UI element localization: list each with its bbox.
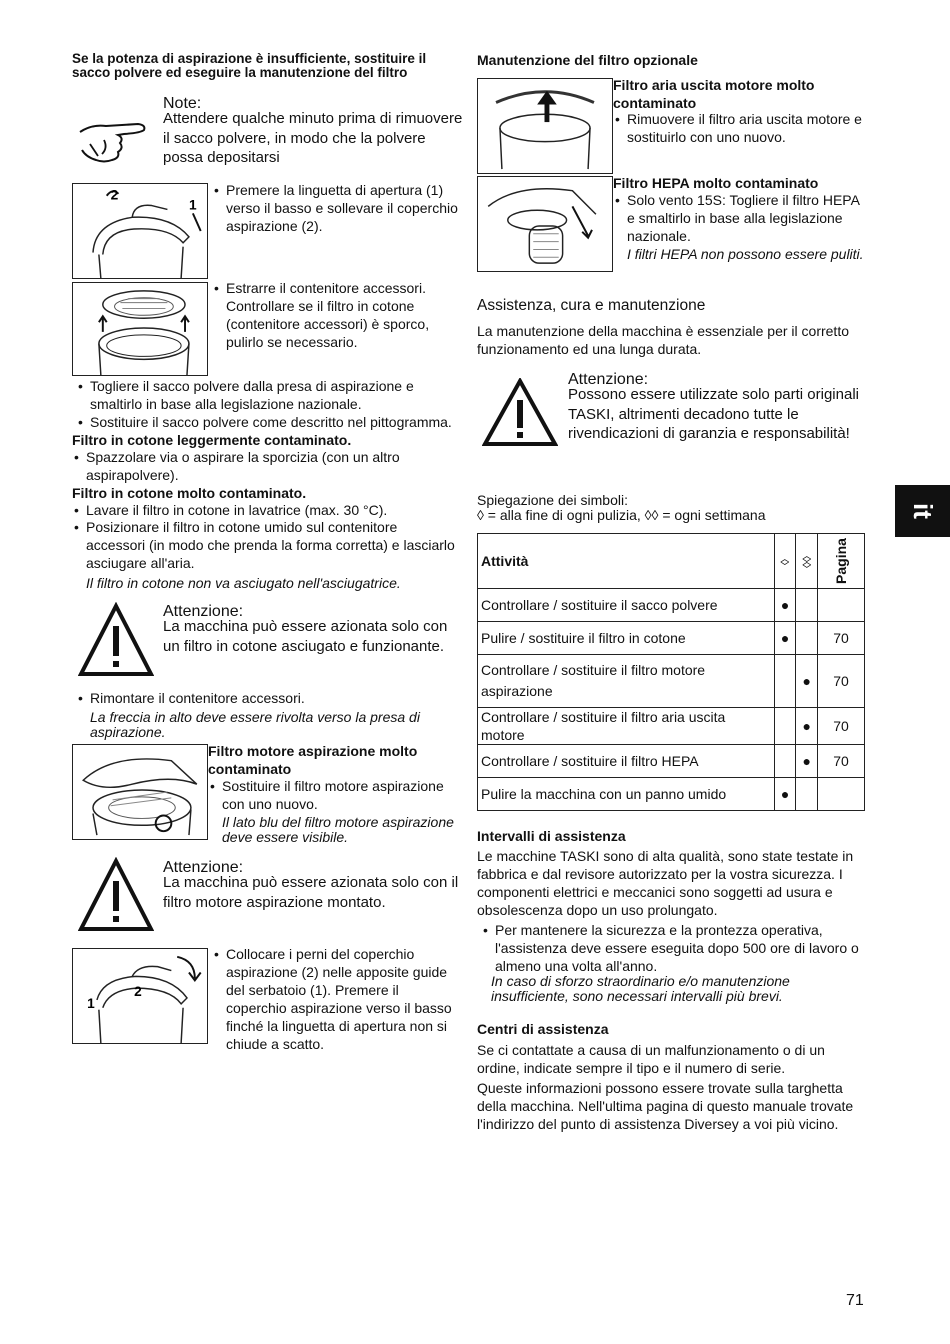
table-cell-mark: ●	[774, 622, 796, 655]
table-header-page: Pagina	[818, 534, 865, 589]
table-header-each-cleaning: ◊	[774, 534, 796, 589]
table-row	[478, 778, 865, 811]
table-cell-activity: Controllare / sostituire il filtro aria uscita motore	[478, 708, 775, 745]
maintenance-table	[477, 533, 865, 811]
optional-filter-title: Manutenzione del filtro opzionale	[477, 52, 698, 68]
warning-triangle-icon	[78, 602, 154, 678]
warning1-title: Attenzione:	[163, 603, 244, 620]
centers-text-2: Queste informazioni possono essere trovate sulla targhetta della macchina. Nell'ultima pagina di questo manuale trovate l'indirizzo del punto di assistenza Diversey a voi più vicino.	[477, 1080, 854, 1132]
symbols-title: Spiegazione dei simboli:	[477, 492, 628, 508]
table-cell-page	[818, 589, 865, 622]
heavy-note: Il filtro in cotone non va asciugato nell'asciugatrice.	[86, 575, 401, 591]
intervals-step: • Per mantenere la sicurezza e la prontezza operativa, l'assistenza deve essere eseguita dopo 500 ore di lavoro o almeno una volta all'anno.	[495, 921, 867, 975]
centers-title: Centri di assistenza	[477, 1021, 609, 1037]
care-text: La manutenzione della macchina è essenziale per il corretto funzionamento ed una lunga durata.	[477, 323, 849, 357]
table-row	[478, 708, 865, 745]
step-reassemble: • Rimontare il contenitore accessori.	[90, 689, 460, 707]
step-accessory-container: • Estrarre il contenitore accessori. Controllare se il filtro in cotone (contenitore accessori) è sporco, pulirlo se necessario.	[226, 279, 462, 351]
warning-triangle-icon	[78, 857, 154, 933]
motor-filter-step: • Sostituire il filtro motore aspirazione con uno nuovo.	[222, 777, 458, 813]
hepa-filter-note: I filtri HEPA non possono essere puliti.	[627, 246, 864, 262]
exhaust-filter-title: Filtro aria uscita motore molto contaminato	[613, 77, 815, 111]
warning3-title: Attenzione:	[568, 371, 649, 388]
table-cell-mark	[774, 708, 796, 745]
step-open-lid: • Premere la linguetta di apertura (1) verso il basso e sollevare il coperchio aspirazione (2).	[226, 181, 462, 235]
figure-hepa-filter	[477, 176, 613, 272]
intervals-text: Le macchine TASKI sono di alta qualità, sono state testate in fabbrica e dal revisore autorizzato per la vostra sicurezza. I componenti elettrici e meccanici sono soggetti ad usura e obsolescenza dopo un uso prolungato.	[477, 848, 854, 918]
symbols-text: ◊ = alla fine di ogni pulizia, ◊◊ = ogni settimana	[477, 507, 766, 523]
table-header-weekly: ◊◊	[796, 534, 818, 589]
intervals-note: In caso di sforzo straordinario e/o manutenzione insufficiente, sono necessari intervalli più brevi.	[491, 973, 790, 1004]
table-cell-page: 70	[818, 745, 865, 778]
figure-accessory-container	[72, 282, 208, 376]
centers-text-1: Se ci contattate a causa di un malfunzionamento o di un ordine, indicate sempre il tipo e il numero di serie.	[477, 1042, 825, 1076]
warning2-text: La macchina può essere azionata solo con il filtro motore aspirazione montato.	[163, 874, 459, 911]
fig4-label-2: 2	[134, 984, 142, 999]
table-cell-mark: ●	[796, 655, 818, 708]
table-cell-mark	[774, 655, 796, 708]
warning3-text: Possono essere utilizzate solo parti originali TASKI, altrimenti decadono tutte le rivendicazioni di garanzia e responsabilità!	[568, 386, 859, 442]
table-cell-activity: Controllare / sostituire il filtro HEPA	[478, 745, 775, 778]
note-title: Note:	[163, 95, 202, 112]
table-cell-activity: Pulire la macchina con un panno umido	[478, 778, 775, 811]
step-replace-dust-bag: • Sostituire il sacco polvere come descritto nel pittogramma.	[90, 413, 462, 431]
fig1-label-1: 1	[188, 197, 197, 213]
table-cell-mark	[774, 745, 796, 778]
light-contamination-step: • Spazzolare via o aspirare la sporcizia (con un altro aspirapolvere).	[86, 448, 446, 484]
intervals-title: Intervalli di assistenza	[477, 828, 626, 844]
table-cell-page: 70	[818, 655, 865, 708]
fig1-label-2: 2	[110, 187, 119, 203]
figure-close-lid	[72, 948, 208, 1044]
heavy-step-wash: • Lavare il filtro in cotone in lavatrice (max. 30 °C).	[86, 501, 456, 519]
warning1-text: La macchina può essere azionata solo con un filtro in cotone asciugato e funzionante.	[163, 618, 448, 655]
step-remove-dust-bag: • Togliere il sacco polvere dalla presa di aspirazione e smaltirlo in base alla legislazione nazionale.	[90, 377, 460, 413]
table-cell-mark	[796, 622, 818, 655]
table-row	[478, 622, 865, 655]
table-cell-activity: Pulire / sostituire il filtro in cotone	[478, 622, 775, 655]
table-cell-mark	[796, 778, 818, 811]
table-row	[478, 589, 865, 622]
table-row	[478, 655, 865, 708]
table-row	[478, 745, 865, 778]
table-cell-mark: ●	[796, 745, 818, 778]
note-text: Attendere qualche minuto prima di rimuovere il sacco polvere, in modo che la polvere possa depositarsi	[163, 110, 463, 166]
language-tab: it	[895, 485, 950, 537]
table-header-activity: Attività	[478, 534, 775, 589]
hepa-filter-title: Filtro HEPA molto contaminato	[613, 175, 819, 191]
light-contamination-title: Filtro in cotone leggermente contaminato.	[72, 432, 352, 448]
warning2-title: Attenzione:	[163, 859, 244, 876]
motor-filter-title: Filtro motore aspirazione molto contaminato	[208, 743, 418, 777]
page-number: 71	[846, 1292, 864, 1309]
table-cell-mark: ●	[774, 778, 796, 811]
exhaust-filter-step: • Rimuovere il filtro aria uscita motore e sostituirlo con uno nuovo.	[627, 110, 865, 146]
table-cell-mark: ●	[774, 589, 796, 622]
table-cell-mark: ●	[796, 708, 818, 745]
section-heading: Se la potenza di aspirazione è insufficiente, sostituire il sacco polvere ed eseguire la manutenzione del filtro	[72, 51, 427, 80]
table-cell-mark	[796, 589, 818, 622]
figure-exhaust-filter	[477, 78, 613, 174]
table-cell-page: 70	[818, 708, 865, 745]
warning-triangle-icon	[482, 378, 558, 448]
care-title: Assistenza, cura e manutenzione	[477, 297, 706, 314]
pointing-hand-icon	[74, 110, 154, 168]
step-close-lid: • Collocare i perni del coperchio aspirazione (2) nelle apposite guide del serbatoio (1). Premere il coperchio aspirazione verso il basso finché la linguetta di apertura non si chiude a scatto.	[226, 945, 462, 1053]
figure-open-lid	[72, 183, 208, 279]
motor-filter-note: Il lato blu del filtro motore aspirazione deve essere visibile.	[222, 814, 454, 845]
hepa-filter-step: • Solo vento 15S: Togliere il filtro HEPA e smaltirlo in base alla legislazione nazionale.	[627, 191, 865, 245]
heavy-contamination-title: Filtro in cotone molto contaminato.	[72, 485, 307, 501]
table-cell-activity: Controllare / sostituire il filtro motore aspirazione	[478, 655, 775, 708]
heavy-step-dry: • Posizionare il filtro in cotone umido sul contenitore accessori (in modo che prenda la forma corretta) e lasciarlo asciugare all'aria.	[86, 518, 458, 572]
reassemble-note: La freccia in alto deve essere rivolta verso la presa di aspirazione.	[90, 709, 420, 740]
table-cell-page: 70	[818, 622, 865, 655]
figure-motor-filter	[72, 744, 208, 840]
fig4-label-1: 1	[87, 995, 95, 1011]
table-cell-activity: Controllare / sostituire il sacco polvere	[478, 589, 775, 622]
table-cell-page	[818, 778, 865, 811]
